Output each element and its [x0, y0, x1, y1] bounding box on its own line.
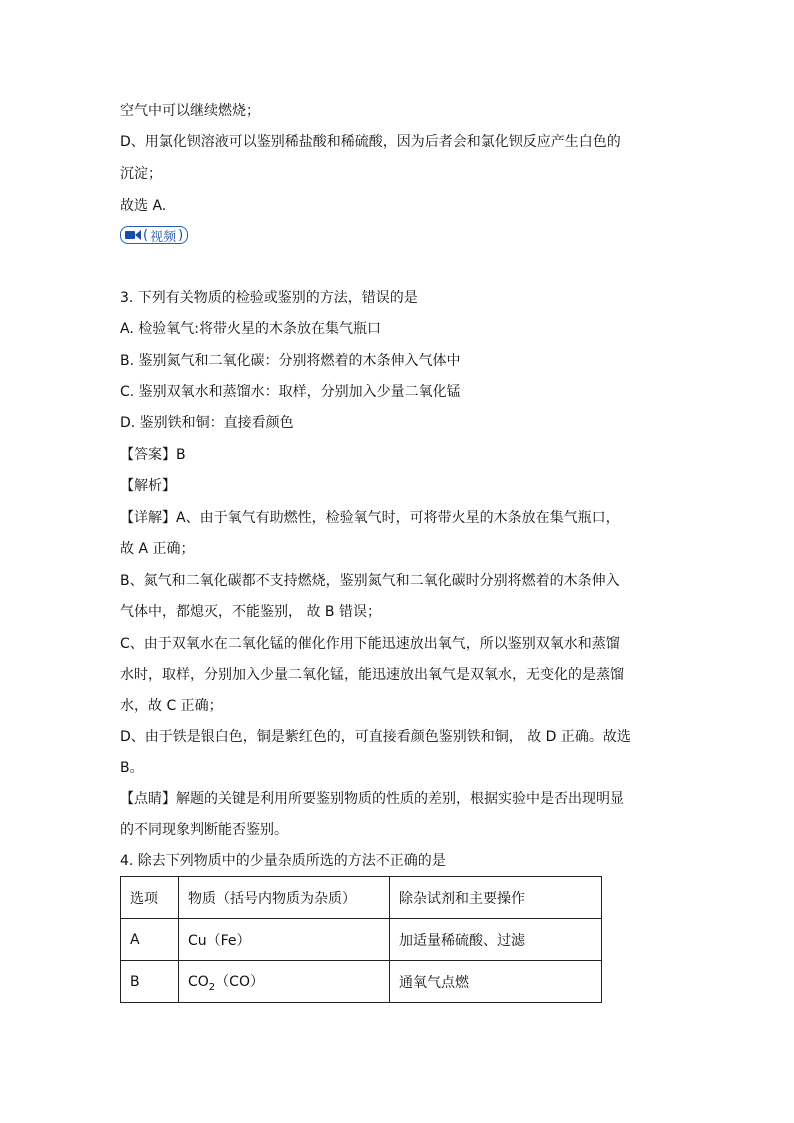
- detail-line: 水，故 C 正确；: [120, 698, 223, 714]
- detail-line: 【详解】A、由于氧气有助燃性，检验氧气时，可将带火星的木条放在集气瓶口，: [120, 510, 620, 526]
- comment-line: 【点睛】解题的关键是利用所要鉴别物质的性质的差别，根据实验中是否出现明显: [120, 791, 624, 807]
- subscript: 2: [208, 981, 216, 993]
- answer-choice: 故选 A.: [120, 198, 167, 214]
- option-d: D. 鉴别铁和铜：直接看颜色: [120, 415, 294, 431]
- detail-line: 气体中，都熄灭，不能鉴别， 故 B 错误；: [120, 604, 381, 620]
- detail-line: B、氮气和二氧化碳都不支持燃烧，鉴别氮气和二氧化碳时分别将燃着的木条伸入: [120, 573, 620, 589]
- table-header-row: [121, 877, 602, 919]
- detail-line: C、由于双氧水在二氧化锰的催化作用下能迅速放出氧气，所以鉴别双氧水和蒸馏: [120, 636, 620, 652]
- option-b: B. 鉴别氮气和二氧化碳：分别将燃着的木条伸入气体中: [120, 353, 461, 369]
- question-stem: 3. 下列有关物质的检验或鉴别的方法，错误的是: [120, 290, 418, 306]
- option-c: C. 鉴别双氧水和蒸馏水：取样，分别加入少量二氧化锰: [120, 384, 461, 400]
- header-cell: 除杂试剂和主要操作: [390, 877, 602, 919]
- text-line: 空气中可以继续燃烧；: [120, 103, 260, 119]
- detail-line: B。: [120, 760, 144, 776]
- table-row: [121, 919, 602, 961]
- video-paren-open: (: [143, 227, 149, 243]
- answer-line: 【答案】B: [120, 447, 186, 463]
- text-line: 沉淀；: [120, 166, 162, 182]
- comment-line: 的不同现象判断能否鉴别。: [120, 822, 288, 838]
- method-cell: 通氧气点燃: [390, 961, 602, 1003]
- option-cell: A: [121, 919, 179, 961]
- video-button[interactable]: [120, 226, 188, 244]
- header-cell: 选项: [121, 877, 179, 919]
- substance-impurity: （CO）: [215, 973, 264, 990]
- video-paren-close: ): [178, 227, 184, 243]
- detail-line: 故 A 正确；: [120, 541, 195, 557]
- method-cell: 加适量稀硫酸、过滤: [390, 919, 602, 961]
- option-a: A. 检验氧气:将带火星的木条放在集气瓶口: [120, 321, 381, 337]
- table-row: [121, 961, 602, 1003]
- question-stem: 4. 除去下列物质中的少量杂质所选的方法不正确的是: [120, 853, 446, 869]
- header-cell: 物质（括号内物质为杂质）: [179, 877, 390, 919]
- detail-line: D、由于铁是银白色，铜是紫红色的，可直接看颜色鉴别铁和铜， 故 D 正确。故选: [120, 729, 631, 745]
- substance-cell: [179, 961, 390, 1003]
- detail-line: 水时，取样，分别加入少量二氧化锰，能迅速放出氧气是双氧水，无变化的是蒸馏: [120, 667, 624, 683]
- video-button-label: 视频: [150, 229, 177, 245]
- analysis-heading: 【解析】: [120, 478, 176, 494]
- substance-main: CO: [188, 973, 209, 990]
- options-table: [120, 876, 602, 1003]
- option-cell: B: [121, 961, 179, 1003]
- text-line: D、用氯化钡溶液可以鉴别稀盐酸和稀硫酸，因为后者会和氯化钡反应产生白色的: [120, 134, 621, 150]
- video-camera-icon: [125, 230, 141, 240]
- substance-cell: Cu（Fe）: [179, 919, 390, 961]
